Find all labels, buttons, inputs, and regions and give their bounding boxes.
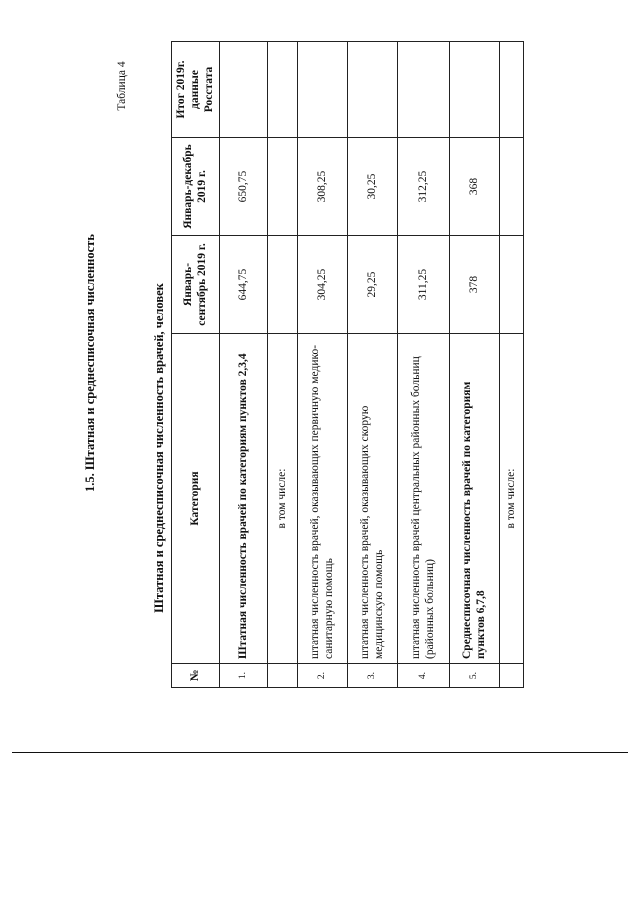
table-header-row	[172, 42, 220, 688]
row-rosstat-total	[298, 42, 348, 138]
table-row	[500, 42, 524, 688]
row-jan-dec	[500, 138, 524, 236]
row-jan-sep: 29,25	[348, 236, 398, 334]
table-row	[348, 42, 398, 688]
row-jan-sep	[268, 236, 298, 334]
row-no	[268, 664, 298, 688]
row-jan-dec: 368	[450, 138, 500, 236]
staffing-table	[171, 41, 524, 688]
row-rosstat-total	[398, 42, 450, 138]
row-no: 4.	[398, 664, 450, 688]
row-rosstat-total	[220, 42, 268, 138]
header-rosstat-total: Итог 2019г. данные Росстата	[172, 42, 220, 138]
row-rosstat-total	[348, 42, 398, 138]
row-category: штатная численность врачей центральных районных больниц (районных больниц)	[398, 334, 450, 664]
row-jan-sep: 378	[450, 236, 500, 334]
table-row	[298, 42, 348, 688]
row-category: Штатная численность врачей по категориям пунктов 2,3,4	[220, 334, 268, 664]
header-jan-sep: Январь-сентябрь 2019 г.	[172, 236, 220, 334]
row-jan-dec	[268, 138, 298, 236]
row-category: в том числе:	[268, 334, 298, 664]
table-caption: Штатная и среднесписочная численность врачей, человек	[152, 283, 166, 613]
staffing-table-wrapper	[171, 42, 517, 688]
row-jan-dec: 30,25	[348, 138, 398, 236]
table-row	[220, 42, 268, 688]
page-divider	[12, 752, 628, 753]
table-row	[450, 42, 500, 688]
row-jan-sep: 644,75	[220, 236, 268, 334]
table-number: Таблица 4	[116, 61, 128, 111]
row-rosstat-total	[500, 42, 524, 138]
table-row	[398, 42, 450, 688]
row-jan-dec: 650,75	[220, 138, 268, 236]
row-rosstat-total	[450, 42, 500, 138]
row-no: 2.	[298, 664, 348, 688]
header-jan-dec: Январь-декабрь 2019 г.	[172, 138, 220, 236]
row-jan-sep: 304,25	[298, 236, 348, 334]
row-rosstat-total	[268, 42, 298, 138]
row-category: в том числе:	[500, 334, 524, 664]
row-category: штатная численность врачей, оказывающих первичную медико-санитарную помощь	[298, 334, 348, 664]
header-no: №	[172, 664, 220, 688]
row-no: 3.	[348, 664, 398, 688]
row-category: Среднесписочная численность врачей по категориям пунктов 6,7,8	[450, 334, 500, 664]
row-category: штатная численность врачей, оказывающих скорую медицинскую помощь	[348, 334, 398, 664]
row-jan-sep	[500, 236, 524, 334]
section-heading: 1.5. Штатная и среднесписочная численность	[83, 234, 97, 492]
row-no: 5.	[450, 664, 500, 688]
row-no: 1.	[220, 664, 268, 688]
row-jan-dec: 312,25	[398, 138, 450, 236]
row-jan-sep: 311,25	[398, 236, 450, 334]
row-jan-dec: 308,25	[298, 138, 348, 236]
row-no	[500, 664, 524, 688]
table-row	[268, 42, 298, 688]
header-category: Категория	[172, 334, 220, 664]
